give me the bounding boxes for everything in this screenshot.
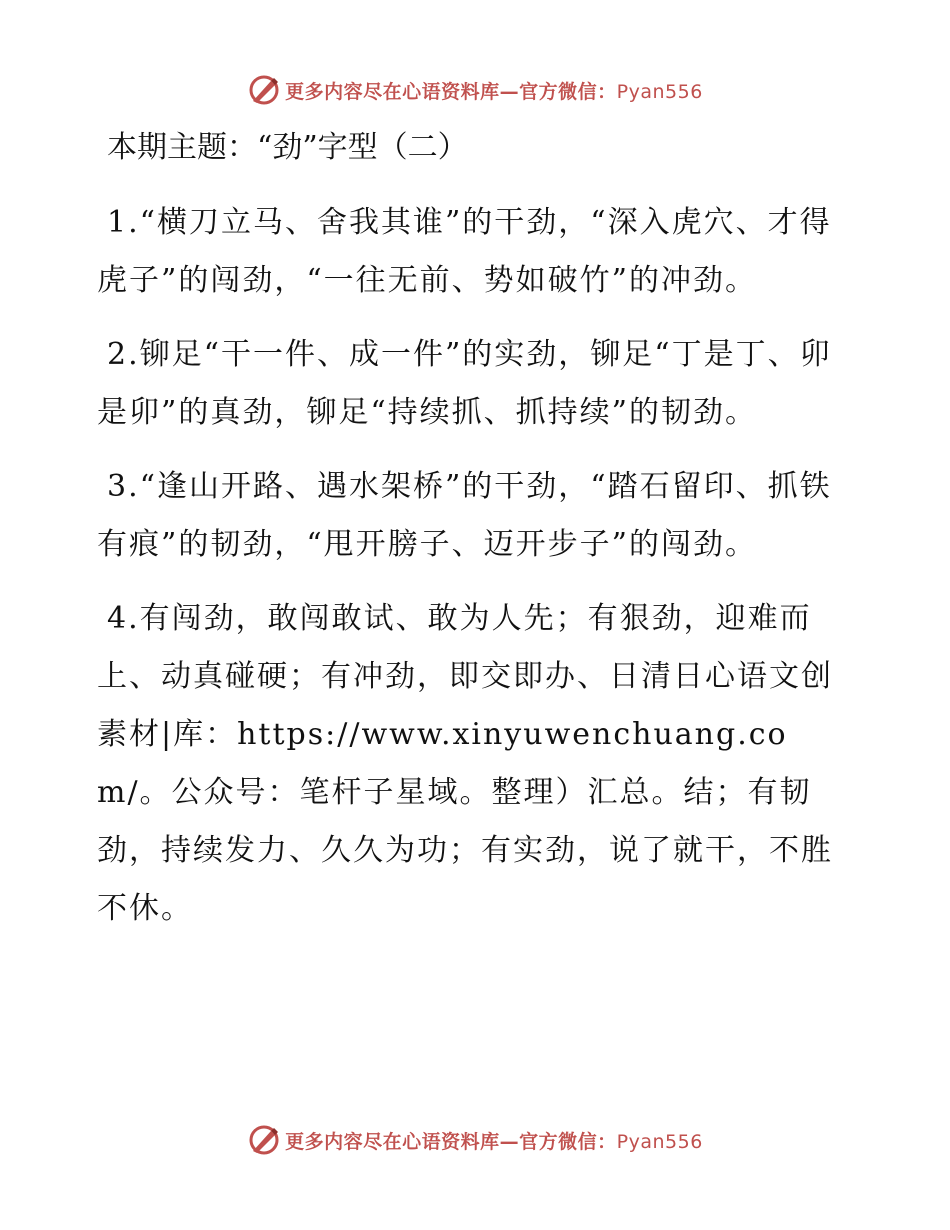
document-body <box>97 118 857 938</box>
watermark-text: 更多内容尽在心语资料库—官方微信：Pyan556 <box>285 80 703 103</box>
watermark-id: Pyan556 <box>616 1130 703 1153</box>
paragraph-number: 2. <box>107 337 140 372</box>
watermark-id: Pyan556 <box>616 80 703 103</box>
paragraph-1 <box>97 194 857 310</box>
paragraph-text: 有闯劲，敢闯敢试、敢为人先；有狠劲，迎难而上、动真碰硬；有冲劲，即交即办、日清日心语文创素材|库：https://www.xinyuwenchuang.com/。公众号：笔杆子星域。整理）汇总。结；有韧劲，持续发力、久久为功；有实劲，说了就干，不胜不休。 <box>97 601 833 926</box>
paragraph-4 <box>97 590 857 938</box>
paragraph-number: 1. <box>107 205 140 240</box>
paragraph-2 <box>97 326 857 442</box>
paragraph-3 <box>97 458 857 574</box>
watermark-header <box>0 70 950 110</box>
paragraph-text: “逢山开路、遇水架桥”的干劲，“踏石留印、抓铁有痕”的韧劲，“甩开膀子、迈开步子”的闯劲。 <box>97 469 832 562</box>
watermark-footer <box>0 1120 950 1160</box>
paragraph-text: 铆足“干一件、成一件”的实劲，铆足“丁是丁、卯是卯”的真劲，铆足“持续抓、抓持续”的韧劲。 <box>97 337 832 430</box>
page-title: 本期主题：“劲”字型（二） <box>107 130 468 165</box>
pen-circle-icon <box>247 73 281 107</box>
paragraph-number: 4. <box>107 601 140 636</box>
pen-circle-icon <box>247 1123 281 1157</box>
paragraph-text: “横刀立马、舍我其谁”的干劲，“深入虎穴、才得虎子”的闯劲，“一往无前、势如破竹”的冲劲。 <box>97 205 832 298</box>
watermark-text: 更多内容尽在心语资料库—官方微信：Pyan556 <box>285 1130 703 1153</box>
paragraph-number: 3. <box>107 469 140 504</box>
